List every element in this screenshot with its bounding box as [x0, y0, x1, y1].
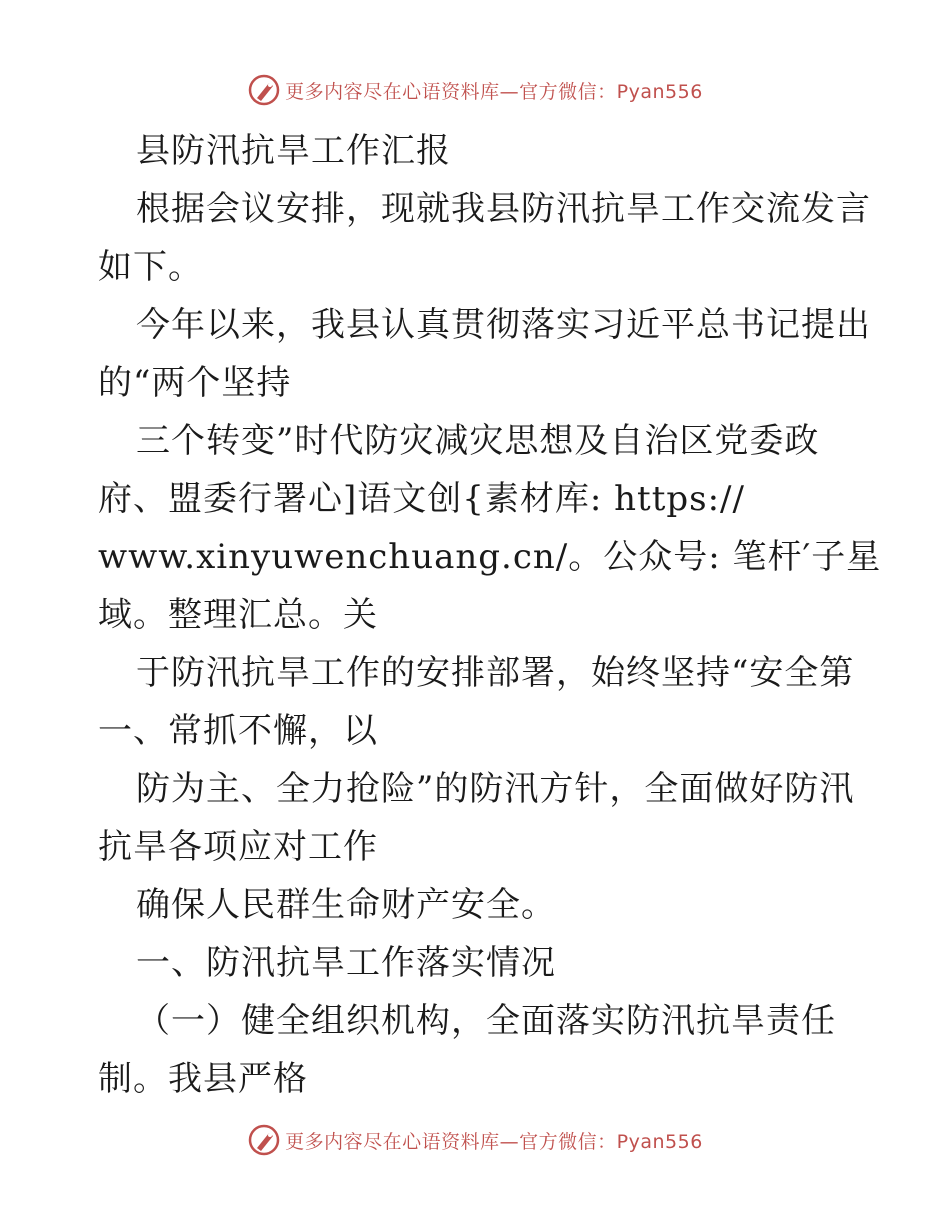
- banner-text: 更多内容尽在心语资料库—官方微信：Pyan556: [285, 80, 703, 103]
- header-banner: [0, 70, 950, 110]
- text-line: 确保人民群生命财产安全。: [136, 885, 556, 925]
- text-line: 一、防汛抗旱工作落实情况: [136, 943, 556, 983]
- pen-logo-icon: [247, 1123, 281, 1157]
- text-line: 于防汛抗旱工作的安排部署，始终坚持“安全第: [136, 653, 855, 693]
- document-body: [98, 122, 882, 1108]
- text-line: 县防汛抗旱工作汇报: [136, 131, 451, 171]
- text-line: 的“两个坚持: [98, 363, 292, 403]
- text-line: 防为主、全力抢险”的防汛方针，全面做好防汛: [136, 769, 855, 809]
- text-line: 抗旱各项应对工作: [98, 827, 378, 867]
- banner-text: 更多内容尽在心语资料库—官方微信：Pyan556: [285, 1130, 703, 1153]
- text-line: 府、盟委行署心]语文创{素材库: https://: [98, 479, 745, 519]
- text-line: www.xinyuwenchuang.cn/。公众号: 笔杆′子星: [98, 537, 882, 577]
- pen-logo-icon: [247, 73, 281, 107]
- text-line: 三个转变”时代防灾减灾思想及自治区党委政: [136, 421, 820, 461]
- text-line: 域。整理汇总。关: [98, 595, 378, 635]
- text-line: 一、常抓不懈，以: [98, 711, 378, 751]
- footer-banner: [0, 1120, 950, 1160]
- text-line: （一）健全组织机构，全面落实防汛抗旱责任: [136, 1001, 836, 1041]
- text-line: 制。我县严格: [98, 1059, 308, 1099]
- text-line: 今年以来，我县认真贯彻落实习近平总书记提出: [136, 305, 871, 345]
- text-line: 根据会议安排，现就我县防汛抗旱工作交流发言: [136, 189, 871, 229]
- text-line: 如下。: [98, 247, 203, 287]
